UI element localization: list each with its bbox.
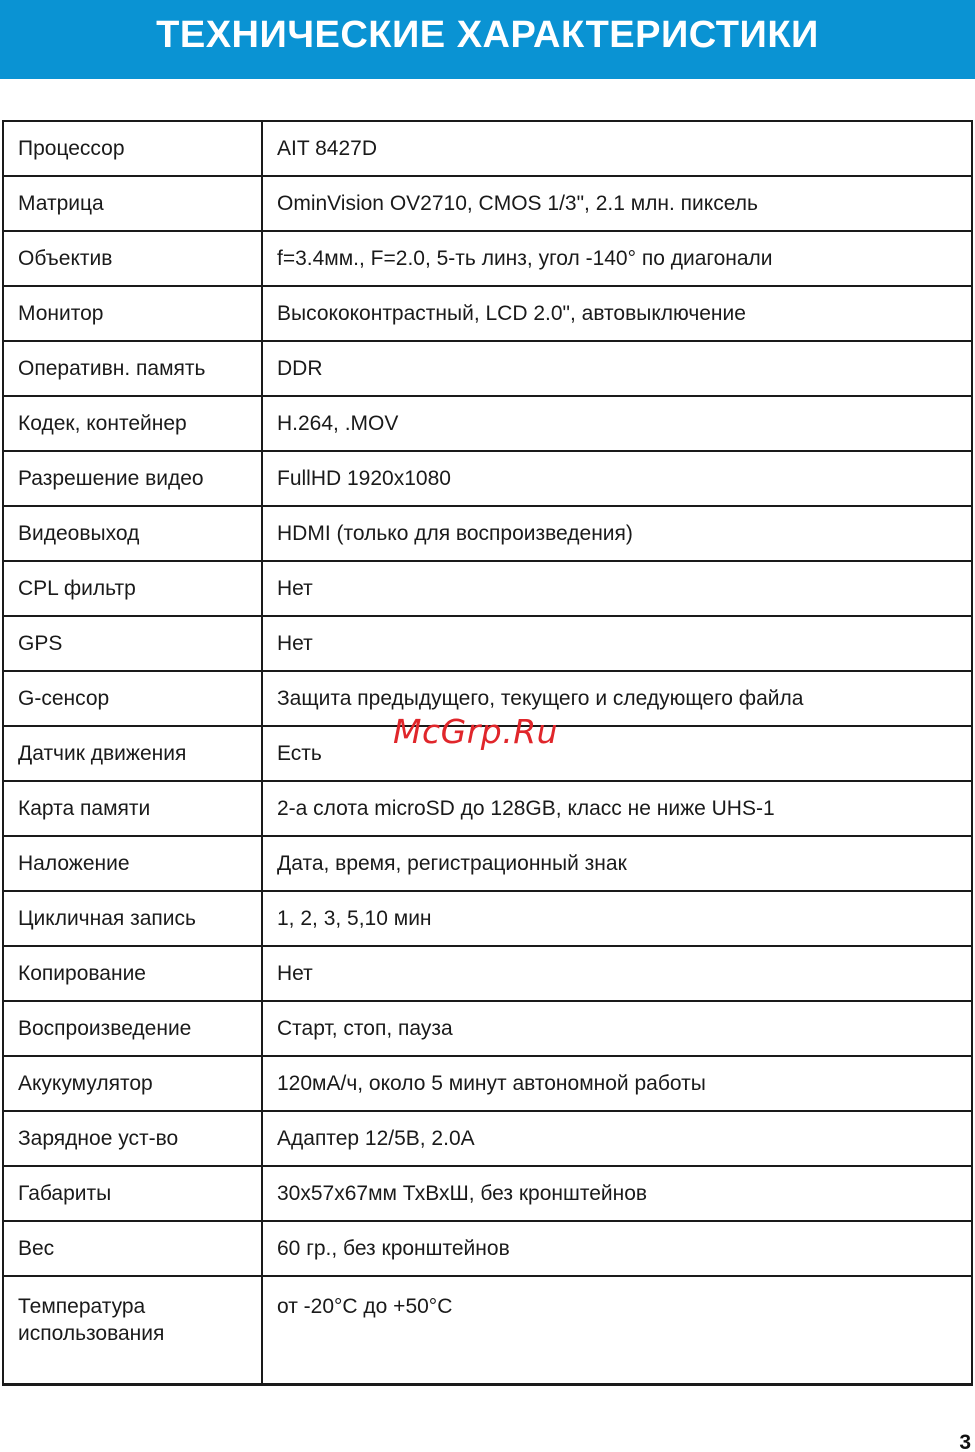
spec-value: 2-а слота microSD до 128GB, класс не ниже UHS-1 bbox=[262, 781, 972, 836]
table-row bbox=[3, 176, 972, 231]
spec-value: Адаптер 12/5В, 2.0А bbox=[262, 1111, 972, 1166]
spec-value: 120мА/ч, около 5 минут автономной работы bbox=[262, 1056, 972, 1111]
table-row bbox=[3, 396, 972, 451]
spec-value: Высококонтрастный, LCD 2.0", автовыключение bbox=[262, 286, 972, 341]
spec-label: Цикличная запись bbox=[3, 891, 262, 946]
page-title: ТЕХНИЧЕСКИЕ ХАРАКТЕРИСТИКИ bbox=[156, 14, 819, 56]
spec-label: Наложение bbox=[3, 836, 262, 891]
spec-value: от -20°С до +50°С bbox=[262, 1276, 972, 1385]
spec-value: Нет bbox=[262, 946, 972, 1001]
spec-value: H.264, .MOV bbox=[262, 396, 972, 451]
spec-label: Габариты bbox=[3, 1166, 262, 1221]
spec-value: 1, 2, 3, 5,10 мин bbox=[262, 891, 972, 946]
spec-label: Разрешение видео bbox=[3, 451, 262, 506]
spec-value: DDR bbox=[262, 341, 972, 396]
spec-value: Есть bbox=[262, 726, 972, 781]
spec-value: OminVision OV2710, CMOS 1/3", 2.1 млн. пиксель bbox=[262, 176, 972, 231]
spec-value: Защита предыдущего, текущего и следующего файла bbox=[262, 671, 972, 726]
spec-value: Нет bbox=[262, 616, 972, 671]
spec-label: Акукумулятор bbox=[3, 1056, 262, 1111]
table-row bbox=[3, 1056, 972, 1111]
spec-label: Зарядное уст-во bbox=[3, 1111, 262, 1166]
page-number: 3 bbox=[959, 1431, 971, 1452]
spec-label: Вес bbox=[3, 1221, 262, 1276]
table-row bbox=[3, 451, 972, 506]
spec-label: Датчик движения bbox=[3, 726, 262, 781]
table-row bbox=[3, 1001, 972, 1056]
spec-value: AIT 8427D bbox=[262, 121, 972, 176]
spec-value: f=3.4мм., F=2.0, 5-ть линз, угол -140° по диагонали bbox=[262, 231, 972, 286]
spec-label: Видеовыход bbox=[3, 506, 262, 561]
spec-label: Объектив bbox=[3, 231, 262, 286]
table-row bbox=[3, 1166, 972, 1221]
spec-label: Температура использования bbox=[3, 1276, 262, 1385]
table-row bbox=[3, 231, 972, 286]
spec-value: Дата, время, регистрационный знак bbox=[262, 836, 972, 891]
spec-label: Процессор bbox=[3, 121, 262, 176]
table-row bbox=[3, 1276, 972, 1385]
table-row bbox=[3, 1111, 972, 1166]
table-row bbox=[3, 121, 972, 176]
spec-value: FullHD 1920x1080 bbox=[262, 451, 972, 506]
table-row bbox=[3, 946, 972, 1001]
spec-value: Старт, стоп, пауза bbox=[262, 1001, 972, 1056]
table-row bbox=[3, 286, 972, 341]
spec-label: CPL фильтр bbox=[3, 561, 262, 616]
spec-value: 30x57x67мм ТхВхШ, без кронштейнов bbox=[262, 1166, 972, 1221]
table-row bbox=[3, 781, 972, 836]
spec-label: Карта памяти bbox=[3, 781, 262, 836]
table-row bbox=[3, 836, 972, 891]
spec-label: Кодек, контейнер bbox=[3, 396, 262, 451]
spec-table bbox=[2, 120, 973, 1386]
spec-value: HDMI (только для воспроизведения) bbox=[262, 506, 972, 561]
table-row bbox=[3, 341, 972, 396]
table-row bbox=[3, 616, 972, 671]
table-row bbox=[3, 891, 972, 946]
spec-label: Монитор bbox=[3, 286, 262, 341]
table-row bbox=[3, 561, 972, 616]
spec-label: Копирование bbox=[3, 946, 262, 1001]
spec-label: Воспроизведение bbox=[3, 1001, 262, 1056]
spec-label: G-сенсор bbox=[3, 671, 262, 726]
spec-label: GPS bbox=[3, 616, 262, 671]
spec-value: 60 гр., без кронштейнов bbox=[262, 1221, 972, 1276]
page-header bbox=[0, 0, 975, 79]
spec-label: Матрица bbox=[3, 176, 262, 231]
table-row bbox=[3, 1221, 972, 1276]
watermark: McGrp.Ru bbox=[393, 712, 559, 751]
spec-label: Оперативн. память bbox=[3, 341, 262, 396]
spec-value: Нет bbox=[262, 561, 972, 616]
table-row bbox=[3, 506, 972, 561]
